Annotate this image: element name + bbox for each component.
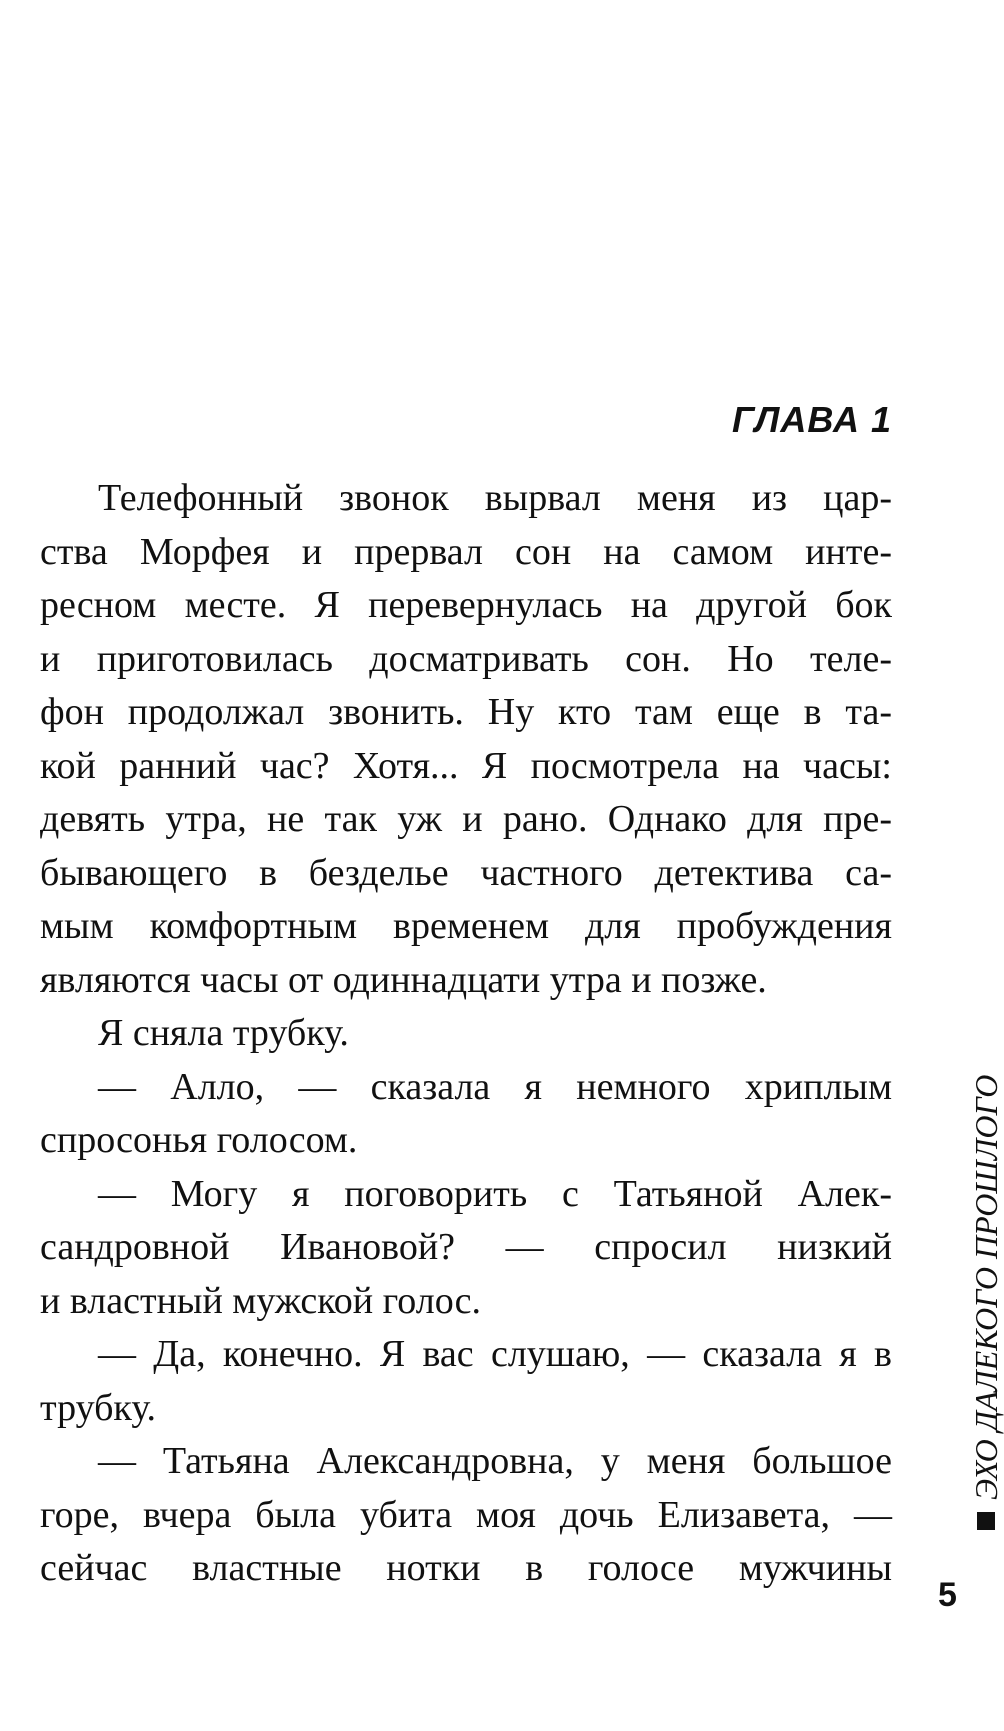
text-line: мым комфортным временем для пробуждения	[40, 905, 892, 947]
text-line: сейчас властные нотки в голосе мужчины	[40, 1547, 892, 1589]
text-line: сандровной Ивановой? — спросил низкий	[40, 1226, 892, 1268]
text-line: и властный мужской голос.	[40, 1279, 482, 1322]
text-line: горе, вчера была убита моя дочь Елизавета, —	[40, 1493, 892, 1536]
square-bullet-icon	[977, 1512, 995, 1530]
text-line: девять утра, не так уж и рано. Однако для пре-	[40, 798, 892, 840]
book-title: ЭХО ДАЛЕКОГО ПРОШЛОГО	[968, 1074, 1004, 1500]
text-line: Я сняла трубку.	[98, 1012, 349, 1054]
text-line: бывающего в безделье частного детектива са-	[40, 851, 892, 894]
text-line: ства Морфея и прервал сон на самом инте-	[40, 530, 892, 573]
chapter-title: ГЛАВА 1	[732, 399, 892, 440]
text-line: — Могу я поговорить с Татьяной Алек-	[98, 1172, 892, 1215]
text-line: ресном месте. Я перевернулась на другой бок	[40, 584, 892, 626]
text-line: — Алло, — сказала я немного хриплым	[98, 1065, 892, 1108]
text-line: фон продолжал звонить. Ну кто там еще в та-	[40, 691, 892, 733]
text-line: — Татьяна Александровна, у меня большое	[98, 1440, 892, 1482]
page-number: 5	[938, 1576, 957, 1614]
text-line: трубку.	[40, 1386, 157, 1429]
text-line: — Да, конечно. Я вас слушаю, — сказала я в	[98, 1333, 892, 1375]
text-line: являются часы от одиннадцати утра и позже.	[40, 958, 767, 1001]
text-line: кой ранний час? Хотя... Я посмотрела на часы:	[40, 744, 892, 787]
body-text	[40, 472, 892, 1596]
text-line: спросонья голосом.	[40, 1119, 358, 1161]
running-title	[968, 1075, 1004, 1530]
text-line: Телефонный звонок вырвал меня из цар-	[98, 477, 892, 519]
text-line: и приготовилась досматривать сон. Но теле-	[40, 637, 892, 680]
